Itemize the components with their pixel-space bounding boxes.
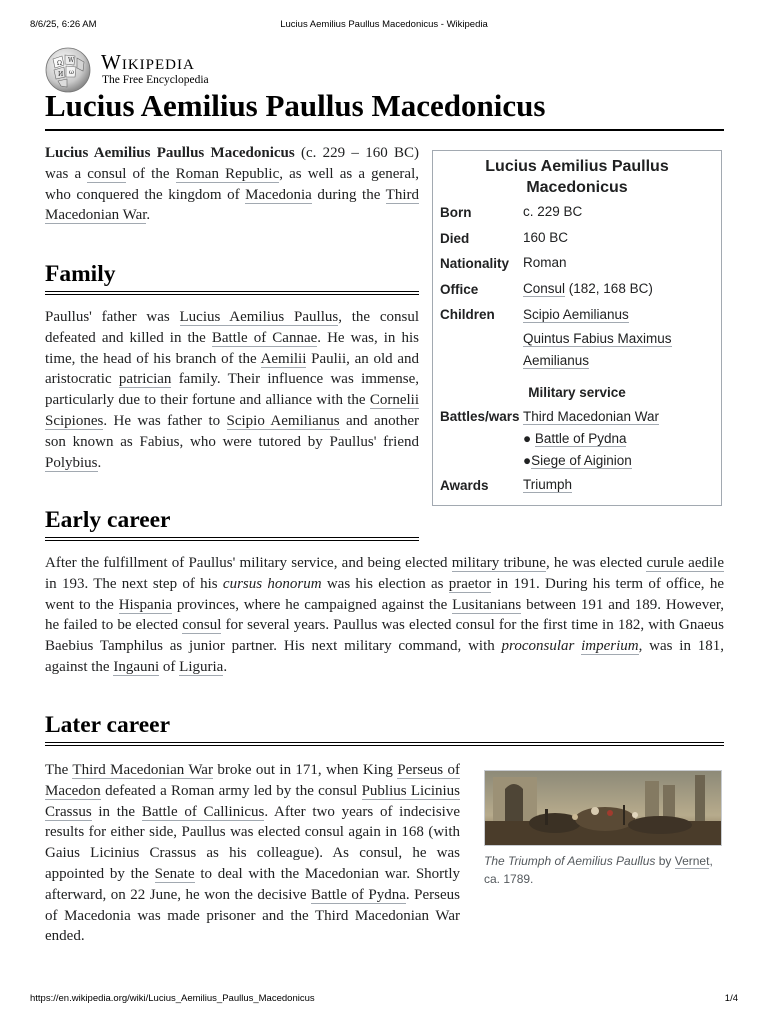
link-praetor[interactable]: praetor (448, 575, 492, 592)
lead-text: of the (126, 165, 176, 182)
later-text: . Perseus of Macedonia was made prisoner and the Third Macedonian War ended. (45, 886, 460, 945)
family-text: family. Their influence was immense, particularly due to their fortune and alliance with the (45, 371, 419, 409)
wikipedia-globe-icon (44, 47, 92, 93)
svg-text:ω: ω (69, 69, 74, 76)
lead-text: during the (311, 186, 386, 203)
bullet-icon: ● (523, 431, 535, 446)
infobox-label-children: Children (440, 307, 495, 322)
link-consul[interactable]: consul (87, 165, 127, 182)
lead-text: (c. 229 – 160 BC) was a (45, 145, 419, 182)
later-text: defeated a Roman army led by the consul (100, 782, 362, 799)
lead-text: . (146, 207, 151, 224)
infobox-link-scipio-aemilianus[interactable]: Scipio Aemilianus (523, 307, 629, 322)
link-third-macedonian-war[interactable]: Third Macedonian War (45, 186, 419, 224)
link-senate[interactable]: Senate (154, 865, 195, 882)
family-text: . (97, 454, 102, 471)
early-text: After the fulfillment of Paullus' military service, and being elected (45, 555, 452, 571)
family-text: . He was father to (103, 412, 227, 429)
figure-caption (484, 852, 722, 888)
later-text: The (45, 762, 73, 778)
page-title: Lucius Aemilius Paullus Macedonicus (45, 88, 724, 131)
family-text: . He was, in his time, the head of his branch of the (45, 329, 419, 367)
infobox-link-third-macedonian-war[interactable]: Third Macedonian War (523, 409, 660, 424)
svg-text:И: И (58, 71, 64, 78)
infobox-link-consul[interactable]: Consul (523, 281, 566, 296)
lead-bold-name: Lucius Aemilius Paullus Macedonicus (45, 145, 295, 161)
caption-text: , ca. 1789. (484, 854, 713, 886)
wikipedia-wordmark: Wikipedia (101, 50, 195, 74)
early-text: in 193. The next step of his (45, 575, 223, 592)
infobox-value-awards (523, 474, 572, 496)
infobox-link-quintus-fabius[interactable]: Quintus Fabius Maximus Aemilianus (523, 331, 672, 368)
figure-triumph (484, 770, 722, 888)
infobox-label-battles: Battles/wars (440, 409, 520, 424)
link-polybius[interactable]: Polybius (45, 454, 98, 471)
painting-image[interactable] (484, 770, 722, 846)
family-text: Paulii, an old and aristocratic (45, 350, 419, 388)
infobox-label-office: Office (440, 282, 479, 297)
link-cornelii-scipiones[interactable]: Cornelii Scipiones (45, 392, 419, 429)
early-text: . (223, 658, 228, 675)
family-text: and another son known as Fabius, who were tutored by Paullus' friend (45, 412, 419, 450)
italic-cursus-honorum: cursus honorum (222, 575, 322, 592)
svg-text:W: W (68, 57, 75, 64)
link-roman-republic[interactable]: Roman Republic (175, 165, 280, 182)
wikipedia-tagline: The Free Encyclopedia (102, 74, 209, 86)
early-text: was his election as (321, 575, 449, 592)
link-imperium[interactable]: imperium (581, 638, 639, 655)
link-consul-2[interactable]: consul (182, 617, 222, 634)
early-text: , was in 181, against the (45, 638, 725, 675)
bullet-icon: ● (523, 453, 532, 468)
early-text: provinces, where he campaigned against the (172, 596, 453, 613)
link-ingauni[interactable]: Ingauni (113, 658, 160, 675)
early-career-paragraph (45, 553, 724, 678)
link-battle-of-cannae[interactable]: Battle of Cannae (211, 329, 318, 346)
link-battle-of-pydna[interactable]: Battle of Pydna (311, 886, 406, 903)
early-text: for several years. Paullus was elected consul for the first time in 182, with Gnaeus Baebius Tamphilus as junior partner. His next military command, with (45, 617, 724, 655)
early-text: of (159, 658, 180, 675)
link-lucius-aemilius-paullus[interactable]: Lucius Aemilius Paullus (179, 309, 339, 325)
infobox-value-children (523, 304, 719, 372)
later-text: in the (91, 803, 142, 820)
infobox-value-died: 160 BC (523, 230, 569, 245)
infobox-label-died: Died (440, 231, 470, 246)
svg-text:Ω: Ω (57, 60, 62, 67)
caption-title: The Triumph of Aemilius Paullus (484, 854, 656, 868)
link-macedonia[interactable]: Macedonia (245, 186, 312, 203)
heading-later-career: Later career (45, 712, 724, 746)
link-publius-licinius-crassus[interactable]: Publius Licinius Crassus (45, 782, 460, 820)
heading-early-career: Early career (45, 507, 419, 541)
family-text: Paullus' father was (45, 309, 180, 325)
early-text: , he was elected (545, 555, 647, 571)
infobox-value-born: c. 229 BC (523, 204, 583, 219)
italic-proconsular: proconsular (501, 638, 575, 655)
print-datetime: 8/6/25, 6:26 AM (30, 19, 97, 30)
heading-family: Family (45, 261, 419, 295)
lead-paragraph (45, 143, 419, 226)
link-liguria[interactable]: Liguria (179, 658, 224, 675)
caption-text: by (655, 854, 675, 868)
print-footer (30, 993, 738, 1007)
infobox-value-nationality: Roman (523, 255, 567, 270)
later-text: to deal with the Macedonian war. Shortly afterward, on 22 June, he won the decisive (45, 865, 461, 903)
lead-text: , as well as a general, who conquered the kingdom of (45, 165, 419, 203)
link-hispania[interactable]: Hispania (118, 596, 173, 613)
link-perseus-of-macedon[interactable]: Perseus of Macedon (45, 762, 460, 799)
infobox-label-nationality: Nationality (440, 256, 510, 271)
link-patrician[interactable]: patrician (118, 371, 172, 388)
family-paragraph (45, 307, 419, 473)
link-battle-of-callinicus[interactable]: Battle of Callinicus (141, 803, 265, 820)
link-third-macedonian-war-2[interactable]: Third Macedonian War (72, 762, 213, 778)
early-text: in 191. During his term of office, he went to the (45, 575, 724, 613)
infobox (432, 150, 722, 506)
infobox-link-triumph[interactable]: Triumph (523, 477, 573, 492)
infobox-military-header: Military service (528, 385, 626, 400)
print-url: https://en.wikipedia.org/wiki/Lucius_Aemilius_Paullus_Macedonicus (30, 993, 315, 1004)
infobox-value-office (523, 278, 653, 300)
infobox-value-battles (523, 406, 719, 472)
link-aemilii[interactable]: Aemilii (260, 350, 307, 367)
infobox-label-awards: Awards (440, 478, 489, 493)
link-curule-aedile[interactable]: curule aedile (646, 555, 724, 571)
link-vernet[interactable]: Vernet (674, 854, 710, 868)
link-lusitanians[interactable]: Lusitanians (452, 596, 522, 613)
later-text: . After two years of indecisive results for either side, Paullus was elected consul again in 168 (with Gaius Licinius Crassus as his colleague). As consul, he was appointed by the (45, 803, 460, 882)
later-career-paragraph (45, 760, 460, 947)
link-military-tribune[interactable]: military tribune (451, 555, 546, 571)
infobox-title: Lucius Aemilius Paullus Macedonicus (485, 158, 669, 196)
later-text: broke out in 171, when King (212, 762, 398, 778)
infobox-link-siege-of-aiginion[interactable]: Siege of Aiginion (531, 453, 632, 468)
infobox-link-battle-of-pydna[interactable]: Battle of Pydna (534, 431, 627, 446)
family-text: , the consul defeated and killed in the (45, 309, 419, 346)
infobox-office-years: (182, 168 BC) (565, 281, 653, 296)
early-text: between 191 and 189. However, he failed to be elected (45, 596, 725, 634)
print-page-number: 1/4 (724, 993, 738, 1004)
link-scipio-aemilianus[interactable]: Scipio Aemilianus (226, 412, 340, 429)
print-page-title: Lucius Aemilius Paullus Macedonicus - Wikipedia (280, 19, 488, 30)
print-header (30, 19, 738, 33)
infobox-label-born: Born (440, 205, 472, 220)
wikipedia-logo[interactable] (44, 47, 244, 93)
